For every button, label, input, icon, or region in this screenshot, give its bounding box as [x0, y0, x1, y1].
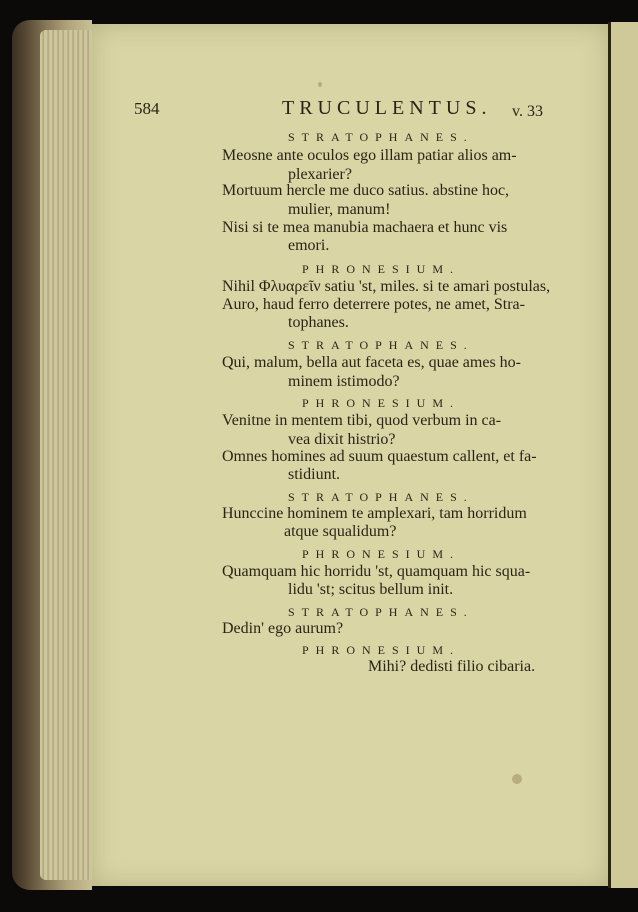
verse-line: Venitne in mentem tibi, quod verbum in ca- [222, 412, 502, 429]
verse-line: Mihi? dedisti filio cibaria. [368, 658, 536, 675]
verse-line: Quamquam hic horridu 'st, quamquam hic squa- [222, 563, 531, 580]
speaker-name: STRATOPHANES. [288, 605, 474, 619]
page-number: 584 [134, 99, 160, 118]
verse-line: mulier, manum! [288, 201, 391, 218]
speaker-name: PHRONESIUM. [302, 396, 461, 410]
verse-line: Nihil Φλυαρεῖν satiu 'st, miles. si te amari postulas, [222, 278, 551, 295]
verse-line: minem istimodo? [288, 373, 400, 390]
speaker-name: PHRONESIUM. [302, 643, 461, 657]
page-edges [40, 30, 100, 880]
verse-line: vea dixit histrio? [288, 431, 396, 448]
verse-line: emori. [288, 237, 330, 254]
speaker-name: STRATOPHANES. [288, 338, 474, 352]
verse-line: Omnes homines ad suum quaestum callent, et fa- [222, 448, 537, 465]
speaker-name: STRATOPHANES. [288, 490, 474, 504]
verse-line: Qui, malum, bella aut faceta es, quae ames ho- [222, 354, 521, 371]
verse-line: atque squalidum? [284, 523, 397, 540]
foxing-spot [318, 82, 322, 87]
foxing-spot [512, 774, 522, 784]
running-title: TRUCULENTUS. [282, 97, 492, 119]
verse-line: Auro, haud ferro deterrere potes, ne amet, Stra- [222, 296, 525, 313]
verse-line: Mortuum hercle me duco satius. abstine hoc, [222, 182, 510, 199]
verse-line: Nisi si te mea manubia machaera et hunc vis [222, 219, 508, 236]
speaker-name: STRATOPHANES. [288, 130, 474, 144]
verse-line: Dedin' ego aurum? [222, 620, 344, 637]
verse-line: stidiunt. [288, 466, 341, 483]
facing-page-edge [608, 22, 638, 888]
verse-line: tophanes. [288, 314, 349, 331]
speaker-name: PHRONESIUM. [302, 262, 461, 276]
verse-line: plexarier? [288, 166, 352, 183]
verse-line: lidu 'st; scitus bellum init. [288, 581, 454, 598]
verse-line: Hunccine hominem te amplexari, tam horridum [222, 505, 527, 522]
running-head [0, 99, 638, 125]
verse-line: Meosne ante oculos ego illam patiar alios am- [222, 147, 517, 164]
verse-number: v. 33 [512, 103, 543, 120]
speaker-name: PHRONESIUM. [302, 547, 461, 561]
